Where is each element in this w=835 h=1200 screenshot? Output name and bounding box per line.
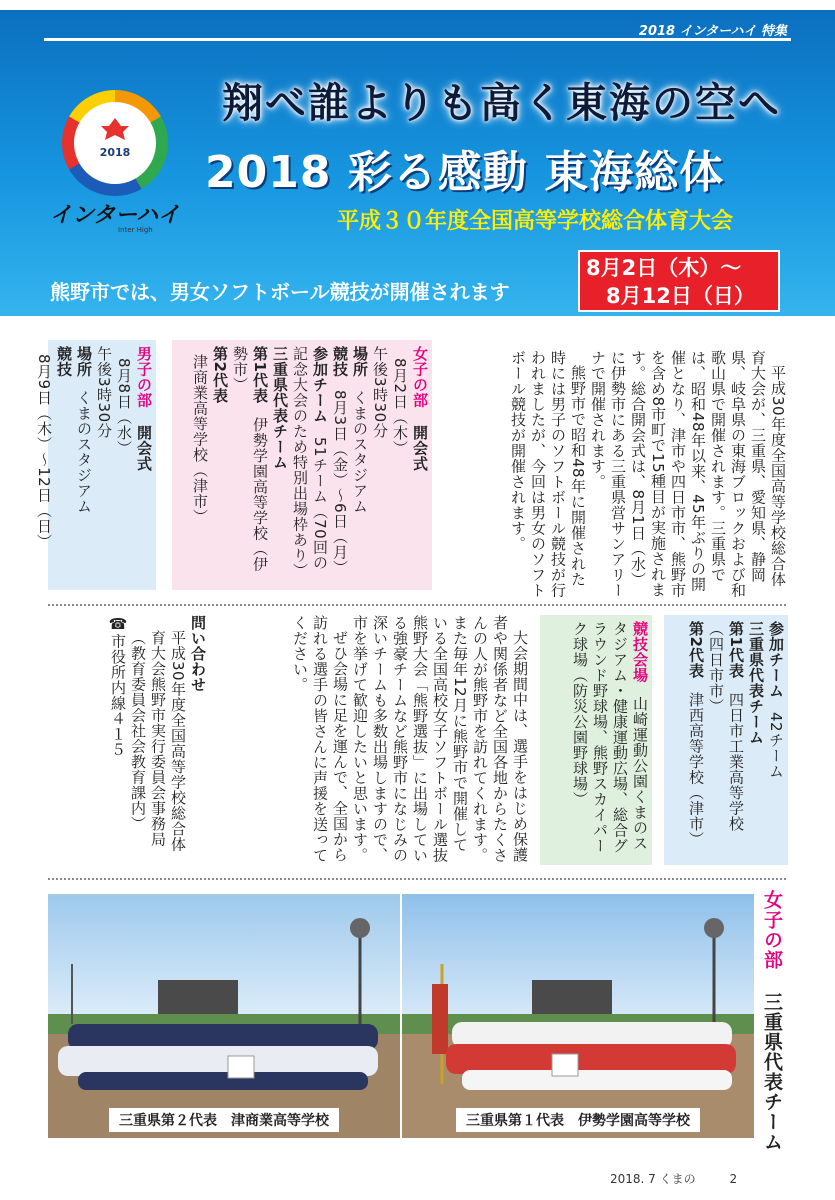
- women-rep1-label: 第1代表: [251, 346, 269, 404]
- message-paragraph-2: ぜひ会場に足を運んで、全国から訪れる選手の皆さんに声援を送ってください。: [291, 615, 349, 863]
- photo-tsu-commercial: [48, 894, 400, 1138]
- header-banner: [0, 10, 835, 316]
- venues-panel: [540, 615, 652, 865]
- men-teams-line: [766, 621, 786, 859]
- women-schedule-panel: [172, 340, 432, 590]
- date-line-start: 8月2日（木）～: [586, 256, 742, 280]
- photo-caption-right-wrap: [402, 1108, 754, 1132]
- women-ceremony-date: 8月2日（木）: [391, 358, 409, 456]
- men-heading-line: [114, 346, 154, 584]
- men-venue-line: [74, 346, 94, 584]
- side-label-team: 三重県代表チーム: [761, 991, 783, 1152]
- men-rep2-line: [686, 621, 706, 859]
- men-competition-label: 競技: [55, 346, 73, 377]
- women-rep2: 津商業高等学校（津市）: [191, 354, 209, 525]
- logo-wordmark: インターハイ: [49, 203, 181, 228]
- women-mie-label: 三重県代表チーム: [271, 346, 289, 470]
- logo-wordmark-sub: Inter High: [118, 226, 153, 234]
- intro-text: [509, 350, 788, 600]
- logo-emblem-icon: [99, 116, 131, 142]
- women-competition-label: 競技: [331, 346, 349, 377]
- men-venue-label: 場所: [75, 346, 93, 377]
- message-text: [218, 615, 530, 865]
- message-paragraph-1: 大会期間中は、選手をはじめ保護者や関係者など全国各地からたくさんの人が熊野市を訪れてくれます。また毎年12月に熊野市で開催している全国高校女子ソフトボール選抜熊野大会「熊野選抜」に出場している強豪チームなど熊野市になじみの深いチームも多数出場しますので、市を挙げて歓迎したいと思います。: [351, 615, 529, 863]
- venues-line: [570, 621, 650, 859]
- special-feature-label: 2018 インターハイ 特集: [638, 24, 787, 39]
- event-subtitle: 平成３０年度全国高等学校総合体育大会: [337, 209, 734, 234]
- men-rep2-label: 第2代表: [687, 621, 705, 679]
- logo-year: 2018: [99, 146, 131, 159]
- main-title: 2018 彩る感動 東海総体: [205, 147, 725, 198]
- men-ceremony-time: 午後3時30分: [95, 346, 113, 439]
- section-divider-upper: [48, 604, 786, 606]
- women-venue-label: 場所: [351, 346, 369, 377]
- team-photo-left: [48, 894, 400, 1138]
- men-rep1-label: 第1代表: [727, 621, 745, 679]
- women-venue-line: [350, 346, 370, 584]
- slogan: 翔べ誰よりも高く東海の空へ: [222, 79, 781, 127]
- photo-caption-left-wrap: [48, 1108, 400, 1132]
- section-divider-lower: [48, 878, 786, 880]
- women-rep1: 伊勢学園高等学校（伊勢市）: [231, 346, 269, 572]
- women-ceremony-time: 午後3時30分: [371, 346, 389, 439]
- venues-text: 山崎運動公園くまのスタジアム・健康運動広場、総合グラウンド野球場、熊野スカイパーク球場（防災公園野球場）: [571, 621, 649, 854]
- men-teams-panel: [664, 615, 788, 865]
- venues-label: 競技会場: [631, 621, 649, 683]
- intro-paragraph-1: 平成30年度全国高等学校総合体育大会が、三重県、愛知県、静岡県、岐阜県の東海ブロックおよび和歌山県で開催されます。三重県では、昭和48年以来、45年ぶりの開催となり、津市や四日市市、熊野市を含め8市町で15種目が実施されます。総合開会式は、8月1日（水）に伊勢市にある三重県営サンアリーナで開催されます。: [589, 350, 787, 598]
- page-footer: [610, 1170, 737, 1187]
- men-teams-label: 参加チーム: [767, 621, 785, 699]
- men-mie-label: 三重県代表チーム: [747, 621, 765, 745]
- men-ceremony-date: 8月8日（水）: [115, 358, 133, 456]
- men-teams: 42チーム: [767, 711, 785, 779]
- men-heading: 男子の部: [135, 346, 153, 408]
- men-competition-dates: 8月9日（木）～12日（日）: [35, 354, 53, 550]
- women-heading: 女子の部: [411, 346, 429, 408]
- men-rep1-line: [706, 621, 746, 859]
- women-teams-line: [290, 346, 330, 584]
- side-label-part: 女子の部: [761, 890, 783, 970]
- photo-caption-right: 三重県第１代表 伊勢学園高等学校: [456, 1108, 700, 1132]
- date-box: [578, 250, 780, 312]
- women-rep2-line: [190, 346, 230, 584]
- host-text: 熊野市では、男女ソフトボール競技が開催されます: [50, 280, 510, 304]
- women-heading-line: [390, 346, 430, 584]
- men-schedule-panel: [35, 340, 156, 590]
- contact-org: 平成30年度全国高等学校総合体育大会熊野市実行委員会事務局: [149, 630, 187, 852]
- contact-dept: （教育委員会社会教育課内）: [129, 630, 147, 832]
- date-line-end: 8月12日（日）: [606, 284, 755, 308]
- team-photo-right: [402, 894, 754, 1138]
- inter-high-logo: [40, 90, 190, 240]
- women-venue: くまのスタジアム: [351, 390, 369, 515]
- contact-block: [48, 615, 208, 865]
- women-rep1-line: [230, 346, 270, 584]
- intro-paragraph-2: 熊野市で昭和48年に開催された時には男子のソフトボール競技が行われましたが、今回は男女のソフトボール競技が開催されます。: [509, 350, 587, 598]
- men-venue: くまのスタジアム: [75, 390, 93, 515]
- logo-center: [74, 102, 156, 184]
- women-teams: 51チーム（70回の記念大会のため特別出場枠あり）: [291, 346, 329, 579]
- women-ceremony-label: 開会式: [411, 425, 429, 472]
- page-number: 2: [729, 1172, 738, 1186]
- women-teams-label: 参加チーム: [311, 346, 329, 424]
- photo-caption-left: 三重県第２代表 津商業高等学校: [109, 1108, 339, 1132]
- photo-side-label: [760, 890, 784, 1152]
- men-rep2: 津西高等学校（津市）: [687, 691, 705, 847]
- footer-issue: 2018. 7 くまの: [610, 1172, 696, 1186]
- women-competition-line: [330, 346, 350, 584]
- photo-ise-gakuen: [402, 894, 754, 1138]
- women-rep2-label: 第2代表: [211, 346, 229, 404]
- contact-phone: ☎市役所内線４１５: [109, 615, 127, 758]
- women-competition-dates: 8月3日（金）～6日（月）: [331, 390, 349, 576]
- men-rep1: 四日市工業高等学校（四日市市）: [707, 621, 745, 832]
- men-ceremony-label: 開会式: [135, 425, 153, 472]
- men-competition-line: [34, 346, 74, 584]
- contact-label: 問い合わせ: [189, 615, 207, 693]
